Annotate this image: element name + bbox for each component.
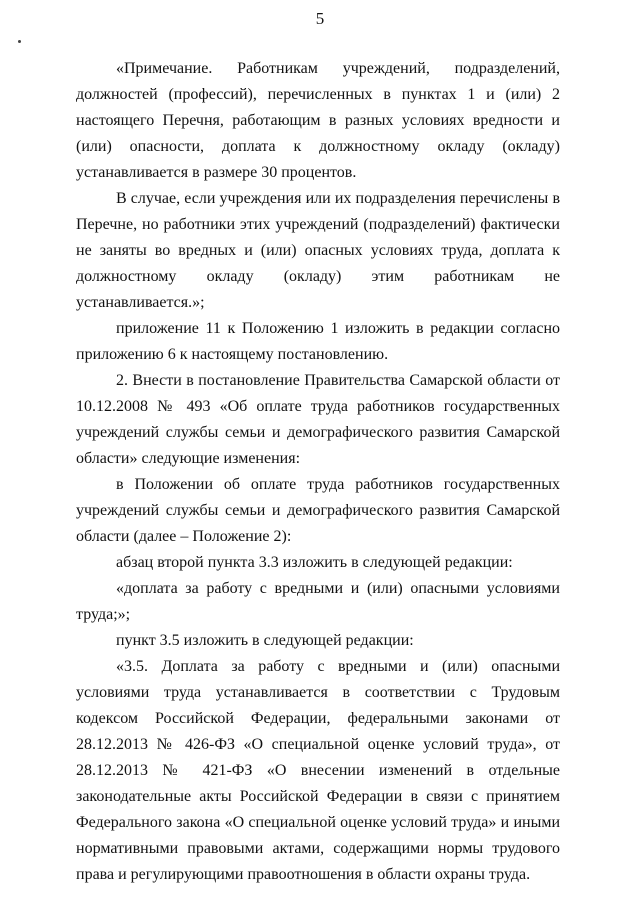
paragraph-clause-3-3: абзац второй пункта 3.3 изложить в следующей редакции: [116,554,513,571]
paragraph-regulation-2: в Положении об оплате труда работников государственных учреждений службы семьи и демографического развития Самарской области (далее – Положение 2): [76,476,560,545]
paragraph-appendix: приложение 11 к Положению 1 изложить в редакции согласно приложению 6 к настоящему постановлению. [76,320,560,363]
scan-speck [18,40,21,43]
paragraph-item-2: 2. Внести в постановление Правительства Самарской области от 10.12.2008 № 493 «Об оплате труда работников государственных учреждений службы семьи и демографического развития Самарской области» следующие изменения: [76,372,560,467]
paragraph-clause-3-5-text: «3.5. Доплата за работу с вредными и (или) опасными условиями труда устанавливается в соответствии с Трудовым кодексом Российской Федерации, федеральными законами от 28.12.2013 № 426-ФЗ «О специальной оценке условий труда», от 28.12.2013 № 421-ФЗ «О внесении изменений в отдельные законодательные акты Российской Федерации в связи с принятием Федерального закона «О специальной оценке условий труда» и иными нормативными правовыми актами, содержащими нормы трудового права и регулирующими правоотношения в области охраны труда. [76,658,560,883]
paragraph-clause-3-3-text: «доплата за работу с вредными и (или) опасными условиями труда;»; [76,580,560,623]
paragraph-clause-3-5: пункт 3.5 изложить в следующей редакции: [116,632,414,649]
paragraph-note: «Примечание. Работникам учреждений, подразделений, должностей (профессий), перечисленных в пунктах 1 и (или) 2 настоящего Перечня, работающим в разных условиях вредности и (или) опасности, доплата к должностному окладу (окладу) устанавливается в размере 30 процентов. [76,60,560,181]
document-body [76,56,560,888]
page-number: 5 [315,9,325,28]
paragraph-exception: В случае, если учреждения или их подразделения перечислены в Перечне, но работники этих учреждений (подразделений) фактически не заняты во вредных и (или) опасных условиях труда, доплата к должностному окладу (окладу) этим работникам не устанавливается.»; [76,190,560,311]
